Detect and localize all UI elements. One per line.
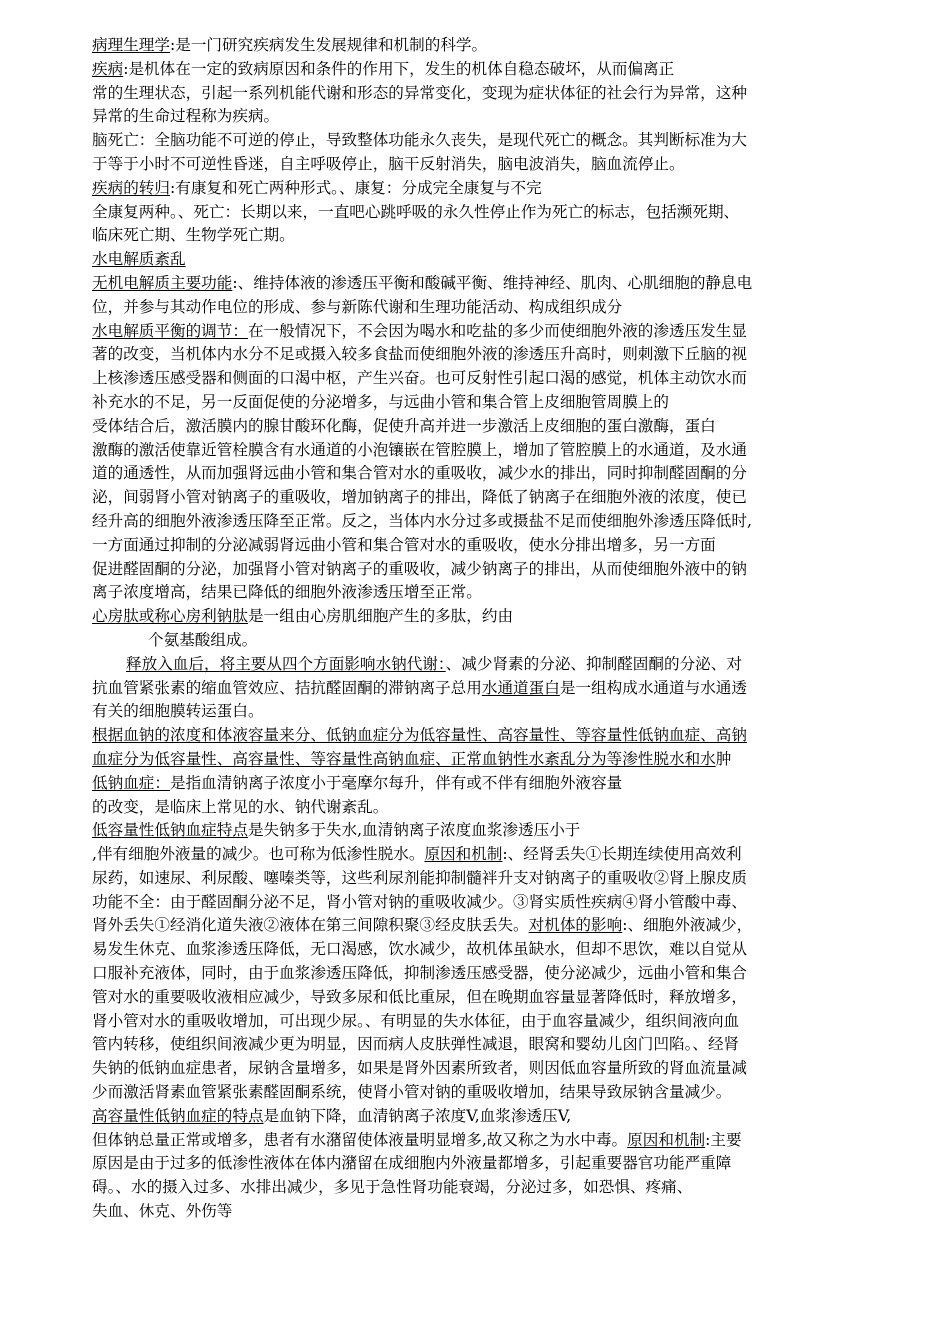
text-line <box>92 724 910 748</box>
text-line <box>92 843 910 867</box>
text-span: :主要 <box>705 1130 742 1149</box>
text-span: 受体结合后，激活膜内的腺甘酸环化酶，促使升高并进一步激活上皮细胞的蛋白激酶，蛋白 <box>92 416 716 435</box>
text-span: 一方面通过抑制的分泌减弱肾远曲小管和集合管对水的重吸收，使水分排出增多，另一方面 <box>92 535 716 554</box>
text-line <box>92 867 910 891</box>
text-line <box>92 272 910 296</box>
text-line <box>92 1176 910 1200</box>
underlined-term: 心房肽或称心房利钠肽 <box>92 607 248 626</box>
underlined-term: 原因和机制 <box>424 845 503 864</box>
text-line <box>92 34 910 58</box>
text-span: 碍。、水的摄入过多、水排出减少，多见于急性肾功能衰竭，分泌过多，如恐惧、疼痛、 <box>92 1178 693 1197</box>
text-span: 肾外丢失①经消化道失液②液体在第三间隙积聚③经皮肤丢失。 <box>92 916 529 935</box>
text-line <box>92 320 910 344</box>
underlined-term: 无机电解质主要功能 <box>92 273 233 292</box>
underlined-term: 病理生理学 <box>92 36 170 54</box>
text-line <box>92 1152 910 1176</box>
text-line <box>92 296 910 320</box>
underlined-term: 水电解质紊乱 <box>92 250 186 269</box>
text-line <box>92 1129 910 1153</box>
text-line <box>92 1033 910 1057</box>
text-line <box>92 938 910 962</box>
text-span: 是一组由心房肌细胞产生的多肽，约由 <box>247 607 514 626</box>
text-span: 是一组构成水通道与水通透 <box>559 678 747 697</box>
text-span: 离子浓度增高，结果已降低的细胞外液渗透压增至正常。 <box>92 583 482 602</box>
text-span: 全康复两种。、死亡：长期以来，一直吧心跳呼吸的永久性停止作为死亡的标志，包括濒死期、 <box>92 202 740 221</box>
text-span: 在一般情况下，不会因为喝水和吃盐的多少而使细胞外液的渗透压发生显 <box>247 321 747 340</box>
text-line <box>92 605 910 629</box>
text-line <box>92 558 910 582</box>
text-line <box>92 891 910 915</box>
text-span: 位，并参与其动作电位的形成、参与新陈代谢和生理功能活动、构成组织成分 <box>92 297 623 316</box>
underlined-term: 水通道蛋白 <box>481 678 560 697</box>
text-span: 于等于小时不可逆性昏迷，自主呼吸停止，脑干反射消失，脑电波消失，脑血流停止。 <box>92 154 685 173</box>
text-line <box>92 748 910 772</box>
text-line <box>92 105 910 129</box>
text-line <box>92 82 910 106</box>
text-line <box>92 1057 910 1081</box>
text-line <box>92 819 910 843</box>
text-span: 少而激活肾素血管紧张素醛固酮系统，使肾小管对钠的重吸收增加，结果导致尿钠含量减少。 <box>92 1083 732 1102</box>
text-line <box>92 367 910 391</box>
text-span: 失血、休克、外伤等 <box>92 1202 233 1221</box>
underlined-term: 疾病 <box>92 59 124 78</box>
text-line <box>92 1105 910 1129</box>
underlined-term: 水电解质平衡的调节： <box>92 321 248 340</box>
text-line <box>92 534 910 558</box>
text-line <box>92 796 910 820</box>
text-span: 但体钠总量正常或增多，患者有水潴留使体液量明显增多,故又称之为水中毒。 <box>92 1130 628 1149</box>
text-span: 肿 <box>715 749 732 768</box>
text-span: 上核渗透压感受器和侧面的口渴中枢，产生兴奋。也可反射性引起口渴的感觉，机体主动饮水而 <box>92 369 747 388</box>
text-span: :、细胞外液减少， <box>622 916 753 935</box>
underlined-term: 高容量性低钠血症的特点 <box>92 1106 264 1125</box>
text-span: 失钠的低钠血症患者，尿钠含量增多，如果是肾外因素所致者，则因低血容量所致的肾血流量减 <box>92 1059 747 1078</box>
text-span: 管对水的重要吸收液相应减少，导致多尿和低比重尿，但在晚期血容量显著降低时，释放增多， <box>92 987 747 1006</box>
text-span: 有关的细胞膜转运蛋白。 <box>92 702 264 721</box>
text-line <box>92 439 910 463</box>
text-span: :是一门研究疾病发生发展规律和机制的科学。 <box>169 36 488 54</box>
underlined-term: 低容量性低钠血症特点 <box>92 821 248 840</box>
text-line <box>92 581 910 605</box>
text-span: 的改变，是临床上常见的水、钠代谢紊乱。 <box>92 797 389 816</box>
underlined-term: 对机体的影响 <box>528 916 623 935</box>
text-span: 个氨基酸组成。 <box>148 630 258 649</box>
text-span: :是机体在一定的致病原因和条件的作用下，发生的机体自稳态破坏，从而偏离正 <box>123 59 675 78</box>
text-span: 是指血清钠离子浓度小于毫摩尔每升，伴有或不伴有细胞外液容量 <box>169 773 623 792</box>
text-line <box>92 486 910 510</box>
text-line <box>92 700 910 724</box>
text-line <box>92 1081 910 1105</box>
text-span: 尿药，如速尿、利尿酸、噻嗪类等，这些利尿剂能抑制髓袢升支对钠离子的重吸收②肾上腺皮质 <box>92 868 747 887</box>
text-line <box>92 1200 910 1224</box>
text-span: 易发生休克、血浆渗透压降低，无口渴感，饮水减少，故机体虽缺水，但却不思饮，难以自觉从 <box>92 940 747 959</box>
text-span: 临床死亡期、生物学死亡期。 <box>92 226 295 245</box>
text-span: 补充水的不足，另一反面促使的分泌增多，与远曲小管和集合管上皮细胞管周膜上的 <box>92 392 669 411</box>
text-span: 口服补充液体，同时，由于血浆渗透压降低，抑制渗透压感受器，使分泌减少，远曲小管和集合 <box>92 964 747 983</box>
text-span: ,伴有细胞外液量的减少。也可称为低渗性脱水。 <box>92 845 425 864</box>
text-line <box>92 248 910 272</box>
text-span: 管内转移，使组织间液减少更为明显，因而病人皮肤弹性减退，眼窝和婴幼儿囟门凹陷。、经肾 <box>92 1035 740 1054</box>
text-span: 功能不全：由于醛固酮分泌不足，肾小管对钠的重吸收减少。③肾实质性疾病④肾小管酸中毒、 <box>92 892 747 911</box>
text-span: 促进醛固酮的分泌，加强肾小管对钠离子的重吸收，减少钠离子的排出，从而使细胞外液中的钠 <box>92 559 747 578</box>
text-line <box>92 653 910 677</box>
text-line <box>92 129 910 153</box>
text-line <box>92 962 910 986</box>
text-span: 原因是由于过多的低渗性液体在体内潴留在成细胞内外液量都增多，引起重要器官功能严重障 <box>92 1154 732 1173</box>
underlined-term: 血症分为低容量性、高容量性、等容量性高钠血症、正常血钠性水紊乱分为等渗性脱水和水 <box>92 749 716 768</box>
text-span: 异常的生命过程称为疾病。 <box>92 107 280 126</box>
text-line <box>92 629 910 653</box>
text-line <box>92 462 910 486</box>
text-span: :、经肾丢失①长期连续使用高效利 <box>502 845 742 864</box>
text-line <box>92 986 910 1010</box>
text-line <box>92 58 910 82</box>
text-span: :有康复和死亡两种形式。、康复：分成完全康复与不完 <box>169 178 542 197</box>
text-span: 、减少肾素的分泌、抑制醛固酮的分泌、对 <box>445 654 742 673</box>
text-line <box>92 224 910 248</box>
text-line <box>92 391 910 415</box>
text-line <box>92 510 910 534</box>
text-line <box>92 343 910 367</box>
underlined-term: 低钠血症： <box>92 773 170 792</box>
text-line <box>92 153 910 177</box>
text-span: 泌，间弱肾小管对钠离子的重吸收，增加钠离子的排出，降低了钠离子在细胞外液的浓度，使已 <box>92 488 747 507</box>
text-line <box>92 914 910 938</box>
text-span: 抗血管紧张素的缩血管效应、拮抗醛固酮的滞钠离子总用 <box>92 678 482 697</box>
text-span: 著的改变，当机体内水分不足或摄入较多食盐而使细胞外液的渗透压升高时，则刺激下丘脑的视 <box>92 345 747 364</box>
text-line <box>92 677 910 701</box>
text-span: 经升高的细胞外液渗透压降至正常。反之，当体内水分过多或摄盐不足而使细胞外渗透压降低时, <box>92 511 752 530</box>
underlined-term: 疾病的转归 <box>92 178 170 197</box>
underlined-term: 原因和机制 <box>627 1130 706 1149</box>
text-span: 脑死亡：全脑功能不可逆的停止，导致整体功能永久丧失，是现代死亡的概念。其判断标准为大 <box>92 131 747 150</box>
text-line <box>92 1010 910 1034</box>
text-line <box>92 201 910 225</box>
text-span: 是血钠下降，血清钠离子浓度V,血浆渗透压V, <box>263 1106 572 1125</box>
text-line <box>92 772 910 796</box>
text-span: 是失钠多于失水,血清钠离子浓度血浆渗透压小于 <box>247 821 581 840</box>
underlined-term: 释放入血后，将主要从四个方面影响水钠代谢： <box>126 654 446 673</box>
text-line <box>92 177 910 201</box>
text-line <box>92 415 910 439</box>
text-span: 常的生理状态，引起一系列机能代谢和形态的异常变化，变现为症状体征的社会行为异常，这种 <box>92 83 747 102</box>
text-span: :、维持体液的渗透压平衡和酸碱平衡、维持神经、肌肉、心肌细胞的静息电 <box>232 273 753 292</box>
underlined-term: 根据血钠的浓度和体液容量来分、低钠血症分为低容量性、高容量性、等容量性低钠血症、高钠 <box>92 726 747 745</box>
text-span: 激酶的激活使靠近管栓膜含有水通道的小泡镶嵌在管腔膜上，增加了管腔膜上的水通道，及水通 <box>92 440 747 459</box>
text-span: 肾小管对水的重吸收增加，可出现少尿。、有明显的失水体征，由于血容量减少，组织间液向血 <box>92 1011 740 1030</box>
text-span: 道的通透性，从而加强肾远曲小管和集合管对水的重吸收，减少水的排出，同时抑制醛固酮的分 <box>92 464 747 483</box>
